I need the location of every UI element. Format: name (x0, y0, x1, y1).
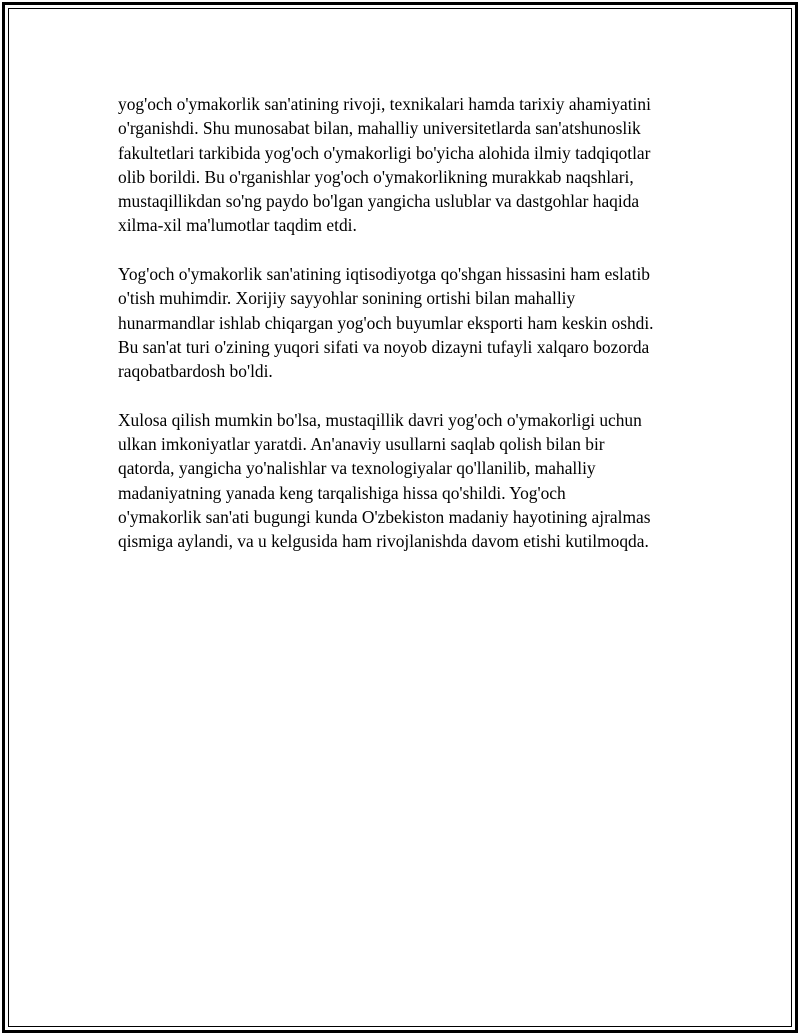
text-line: xilma-xil ma'lumotlar taqdim etdi. (118, 215, 357, 236)
text-line: madaniyatning yanada keng tarqalishiga hissa qo'shildi. Yog'och (118, 482, 566, 503)
text-line: o'rganishdi. Shu munosabat bilan, mahalliy universitetlarda san'atshunoslik (118, 118, 641, 139)
text-line: raqobatbardosh bo'ldi. (118, 361, 273, 382)
paragraph-2 (118, 262, 698, 383)
text-line: ulkan imkoniyatlar yaratdi. An'anaviy usullarni saqlab qolish bilan bir (118, 434, 605, 455)
paragraph-3 (118, 408, 698, 554)
text-line: o'tish muhimdir. Xorijiy sayyohlar sonining ortishi bilan mahalliy (118, 288, 576, 309)
text-line: fakultetlari tarkibida yog'och o'ymakorligi bo'yicha alohida ilmiy tadqiqotlar (118, 142, 651, 163)
text-line: olib borildi. Bu o'rganishlar yog'och o'ymakorlikning murakkab naqshlari, (118, 166, 634, 187)
text-line: mustaqillikdan so'ng paydo bo'lgan yangicha uslublar va dastgohlar haqida (118, 191, 640, 212)
text-line: Xulosa qilish mumkin bo'lsa, mustaqillik davri yog'och o'ymakorligi uchun (118, 409, 642, 430)
document-body (118, 92, 698, 578)
text-line: o'ymakorlik san'ati bugungi kunda O'zbekiston madaniy hayotining ajralmas (118, 507, 651, 528)
text-line: hunarmandlar ishlab chiqargan yog'och buyumlar eksporti ham keskin oshdi. (118, 312, 654, 333)
text-line: qismiga aylandi, va u kelgusida ham rivojlanishda davom etishi kutilmoqda. (118, 531, 649, 552)
text-line: Yog'och o'ymakorlik san'atining iqtisodiyotga qo'shgan hissasini ham eslatib (118, 264, 650, 285)
paragraph-1 (118, 92, 698, 238)
text-line: Bu san'at turi o'zining yuqori sifati va noyob dizayni tufayli xalqaro bozorda (118, 336, 650, 357)
text-line: yog'och o'ymakorlik san'atining rivoji, texnikalari hamda tarixiy ahamiyatini (118, 94, 651, 114)
text-line: qatorda, yangicha yo'nalishlar va texnologiyalar qo'llanilib, mahalliy (118, 458, 596, 479)
